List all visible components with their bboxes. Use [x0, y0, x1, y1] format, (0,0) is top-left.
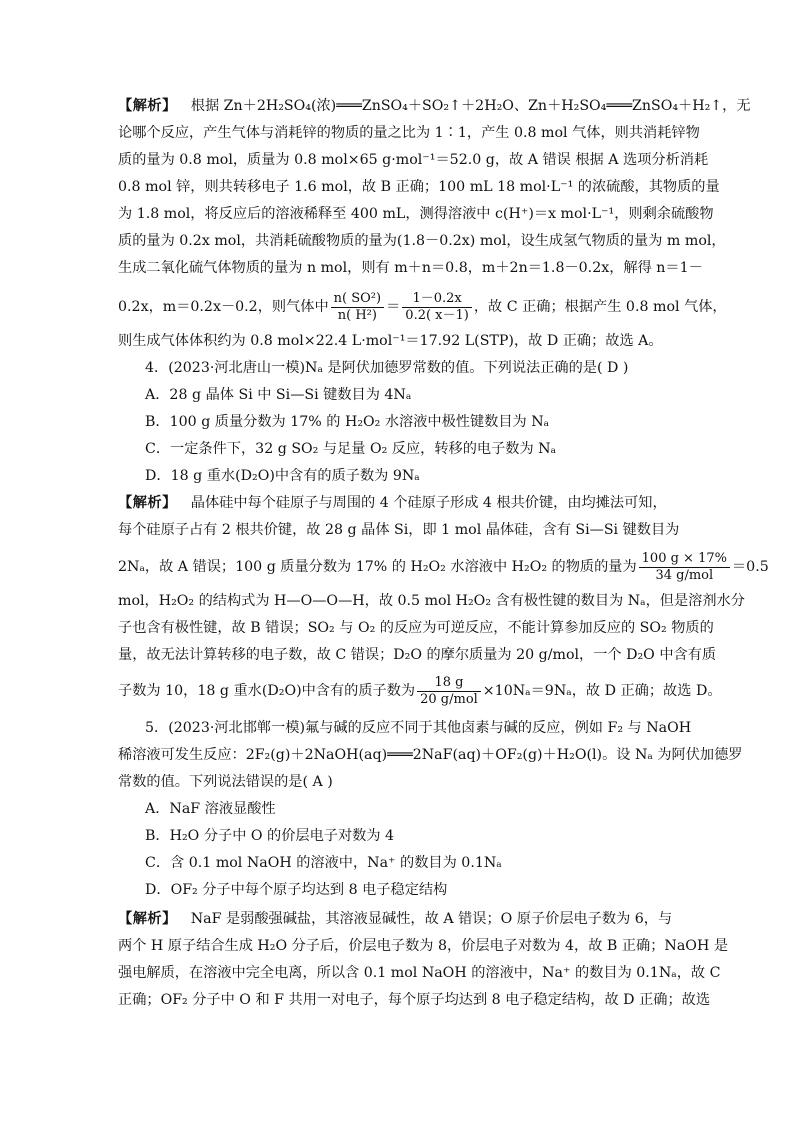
- option-c: C．含 0.1 mol NaOH 的溶液中，Na⁺ 的数目为 0.1Nₐ: [145, 855, 502, 871]
- mole-ratio-fraction: $\frac{\text{n( SO²)}}{\text{n( H²)}}$: [331, 291, 384, 324]
- analysis-line: 子也含有极性键，故 B 错误；SO₂ 与 O₂ 的反应为可逆反应，不能计算参加反应的 SO₂ 物质的: [118, 620, 714, 636]
- analysis-line: 则生成气体体积约为 0.8 mol×22.4 L·mol⁻¹＝17.92 L(STP)，故 D 正确；故选 A。: [118, 333, 663, 349]
- option-c: C．一定条件下，32 g SO₂ 与足量 O₂ 反应，转移的电子数为 Nₐ: [145, 441, 557, 457]
- analysis-line: 生成二氧化硫气体物质的量为 n mol，则有 m＋n＝0.8，m＋2n＝1.8－0.2x，解得 n＝1－: [118, 260, 703, 276]
- question-stem: 5．(2023·河北邯郸一模)氟与碱的反应不同于其他卤素与碱的反应，例如 F₂ 与 NaOH: [145, 720, 692, 736]
- option-a: A．28 g 晶体 Si 中 Si—Si 键数目为 4Nₐ: [145, 387, 412, 403]
- analysis-line-formula: 2Nₐ，故 A 错误；100 g 质量分数为 17% 的 H₂O₂ 水溶液中 H₂O₂ 的物质的量为 $\frac{100 g \times 17\%}{\text{34 g/mol}}$ ＝0.5: [118, 550, 769, 583]
- option-a: A．NaF 溶液显酸性: [145, 801, 276, 817]
- analysis-line: 【解析】 NaF 是弱酸强碱盐，其溶液显碱性，故 A 错误；O 原子价层电子数为 6，与: [118, 911, 673, 927]
- analysis-line: 质的量为 0.8 mol，质量为 0.8 mol×65 g·mol⁻¹＝52.0 g，故 A 错误 根据 A 选项分析消耗: [118, 152, 709, 168]
- option-d: D．18 g 重水(D₂O)中含有的质子数为 9Nₐ: [145, 468, 420, 484]
- expression-fraction: $\frac{1-0.2x}{0.2( x-1)}$: [402, 291, 472, 324]
- analysis-line: 质的量为 0.2x mol，共消耗硫酸物质的量为(1.8－0.2x) mol，设生成氢气物质的量为 m mol，: [118, 233, 726, 249]
- analysis-line: mol，H₂O₂ 的结构式为 H—O—O—H，故 0.5 mol H₂O₂ 含有极性键的数目为 Nₐ，但是溶剂水分: [118, 593, 745, 609]
- analysis-line: 【解析】 晶体硅中每个硅原子与周围的 4 个硅原子形成 4 根共价键，由均摊法可知，: [118, 495, 667, 511]
- question-stem: 4．(2023·河北唐山一模)Nₐ 是阿伏加德罗常数的值。下列说法正确的是( D ): [145, 360, 629, 376]
- option-b: B．100 g 质量分数为 17% 的 H₂O₂ 水溶液中极性键数目为 Nₐ: [145, 414, 550, 430]
- analysis-tag: 【解析】: [118, 98, 177, 114]
- proton-fraction: $\frac{18 g}{\text{20 g/mol}}$: [417, 675, 481, 708]
- question-stem-line: 稀溶液可发生反应：2F₂(g)＋2NaOH(aq)═══2NaF(aq)＋OF₂(g)＋H₂O(l)。设 Nₐ 为阿伏加德罗: [118, 747, 743, 763]
- analysis-line-formula: 子数为 10，18 g 重水(D₂O)中含有的质子数为 $\frac{18 g}{\text{20 g/mol}}$ ×10Nₐ＝9Nₐ，故 D 正确；故选 D。: [118, 674, 722, 707]
- analysis-line: 量，故无法计算转移的电子数，故 C 错误；D₂O 的摩尔质量为 20 g/mol，一个 D₂O 中含有质: [118, 647, 717, 663]
- analysis-line: 0.8 mol 锌，则共转移电子 1.6 mol，故 B 正确；100 mL 18 mol·L⁻¹ 的浓硫酸，其物质的量: [118, 179, 720, 195]
- analysis-line: 每个硅原子占有 2 根共价键，故 28 g 晶体 Si，即 1 mol 晶体硅，含有 Si—Si 键数目为: [118, 522, 680, 538]
- amount-fraction: $\frac{100 g \times 17\%}{\text{34 g/mol}}$: [639, 551, 730, 584]
- question-stem-line: 常数的值。下列说法错误的是( A ): [118, 774, 333, 790]
- option-b: B．H₂O 分子中 O 的价层电子对数为 4: [145, 828, 395, 844]
- analysis-line: 正确；OF₂ 分子中 O 和 F 共用一对电子，每个原子均达到 8 电子稳定结构，故 D 正确；故选: [118, 992, 711, 1008]
- analysis-line: 论哪个反应，产生气体与消耗锌的物质的量之比为 1∶1，产生 0.8 mol 气体，则共消耗锌物: [118, 125, 700, 141]
- analysis-tag: 【解析】: [118, 495, 177, 511]
- option-d: D．OF₂ 分子中每个原子均达到 8 电子稳定结构: [145, 882, 448, 898]
- analysis-line: 为 1.8 mol，将反应后的溶液稀释至 400 mL，测得溶液中 c(H⁺)＝x mol·L⁻¹，则剩余硫酸物: [118, 206, 714, 222]
- analysis-line: 强电解质，在溶液中完全电离，所以含 0.1 mol NaOH 的溶液中，Na⁺ 的数目为 0.1Nₐ，故 C: [118, 965, 721, 981]
- analysis-line: 【解析】 根据 Zn＋2H₂SO₄(浓)═══ZnSO₄＋SO₂↑＋2H₂O、Zn＋H₂SO₄═══ZnSO₄＋H₂↑，无: [118, 98, 751, 114]
- analysis-line: 两个 H 原子结合生成 H₂O 分子后，价层电子数为 8，价层电子对数为 4，故 B 正确；NaOH 是: [118, 938, 729, 954]
- analysis-tag: 【解析】: [118, 911, 177, 927]
- analysis-line-formula: 0.2x，m＝0.2x－0.2，则气体中 $\frac{\text{n( SO²)}}{\text{n( H²)}}$ ＝ $\frac{1-0.2x}{0.2( x-1)}$ ，故 C 正确；根据产生 0.8 mol 气体，: [118, 290, 727, 323]
